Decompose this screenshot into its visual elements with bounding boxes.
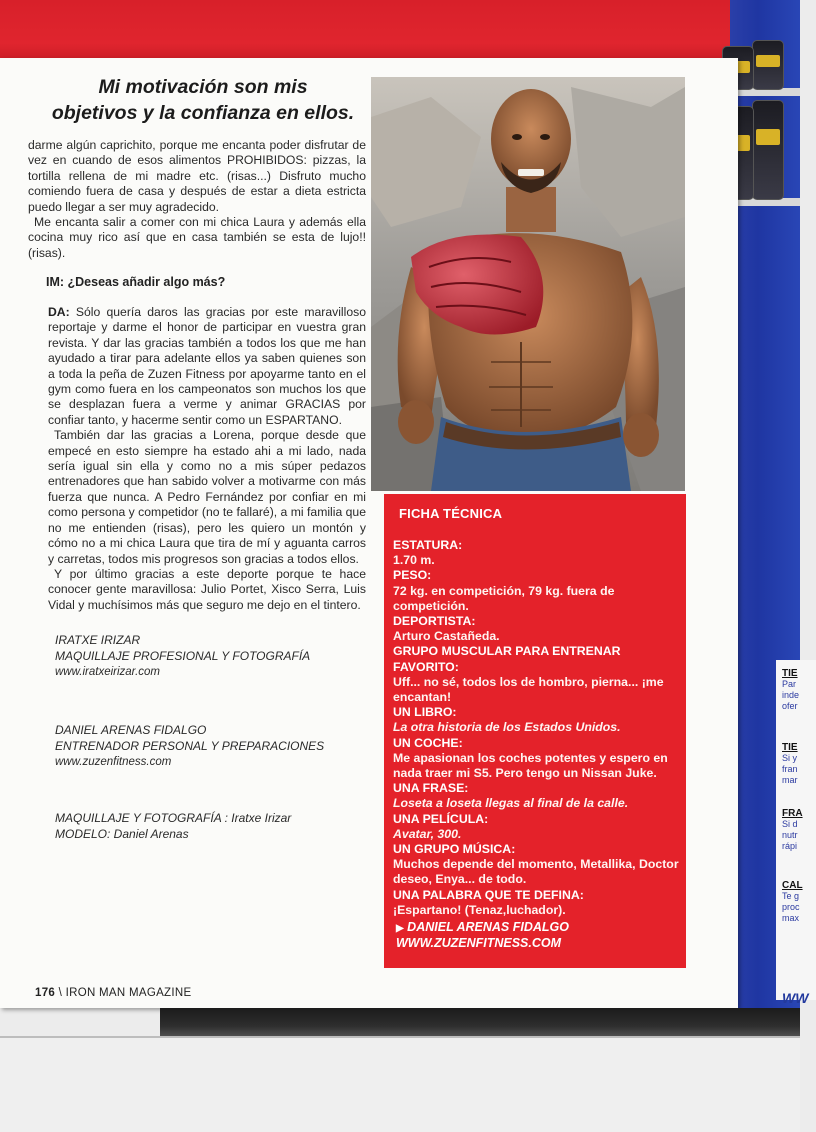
- interview-question: IM: ¿Deseas añadir algo más?: [46, 275, 226, 289]
- next-page-heading: TIE: [782, 742, 798, 753]
- magazine-name: IRON MAN MAGAZINE: [65, 987, 192, 999]
- credit-url: www.iratxeirizar.com: [55, 666, 161, 678]
- top-red-band: [0, 0, 740, 62]
- fiche-value: 1.70 m.: [393, 553, 435, 568]
- fiche-value: Avatar, 300.: [393, 826, 462, 841]
- credit-url: www.zuzenfitness.com: [55, 756, 172, 768]
- next-page-text: Par inde ofer: [782, 679, 800, 711]
- paragraph: Me encanta salir a comer con mi chica Laura y además ella cocina muy rico así que en casa también se esta de lujo!! (risas).: [28, 215, 366, 260]
- fiche-value: Muchos depende del momento, Metallika, Doctor deseo, Enya... de todo.: [393, 857, 679, 887]
- page-number: 176: [35, 987, 56, 999]
- paragraph: Y por último gracias a este deporte porque te hace conocer gente maravillosa: Julio Portet, Xisco Serra, Luis Vidal y muchísimos más que seguro me dejo en el tintero.: [48, 566, 366, 612]
- credit-role: ENTRENADOR PERSONAL Y PREPARACIONES: [55, 739, 325, 753]
- paragraph: [48, 305, 366, 428]
- next-page-item: [782, 808, 812, 852]
- supplement-jar-icon: [752, 40, 784, 90]
- fiche-key: PESO:: [393, 568, 432, 583]
- next-page-text: Si d nutr rápi: [782, 819, 798, 851]
- fiche-value: 72 kg. en competición, 79 kg. fuera de competición.: [393, 583, 615, 613]
- credit-name: DANIEL ARENAS FIDALGO: [55, 723, 207, 737]
- interview-answer: [48, 305, 366, 613]
- credit-role: MAQUILLAJE PROFESIONAL Y FOTOGRAFÍA: [55, 649, 311, 663]
- signature-name: DANIEL ARENAS FIDALGO: [403, 920, 569, 934]
- next-page-heading: TIE: [782, 668, 798, 679]
- athlete-photo: [371, 77, 685, 491]
- arrow-icon: ▶: [396, 923, 404, 934]
- fiche-key: UN LIBRO:: [393, 705, 457, 720]
- fiche-key: UNA PALABRA QUE TE DEFINA:: [393, 887, 584, 902]
- fiche-value: La otra historia de los Estados Unidos.: [393, 720, 621, 735]
- headline-line-1: Mi motivación son mis: [98, 76, 308, 98]
- ficha-tecnica-box: [384, 494, 686, 968]
- footer-separator: \: [55, 987, 66, 999]
- next-page-bottom-text: WW: [782, 990, 809, 1006]
- page-shadow: [160, 1008, 800, 1038]
- fiche-value: ¡Espartano! (Tenaz,luchador).: [393, 902, 566, 917]
- fiche-value: Me apasionan los coches potentes y espero en nada traer mi S5. Pero tengo un Nissan Juke.: [393, 750, 668, 781]
- speaker-label: DA:: [48, 305, 70, 319]
- next-page-item: [782, 880, 812, 924]
- model-credit-line: MODELO: Daniel Arenas: [55, 827, 189, 841]
- paragraph-text: Sólo quería daros las gracias por este maravilloso reportaje y darme el honor de participar en vuestra gran revista. Y dar las gracias también a todos los que me han ayudado a tirar para adelante ellos ya saben quienes son a toda la peña de Zuzen Fitness por apoyarme tanto en el gym como fuera en los campeonatos son muchos los que se desplazan fuera a verme y animar GRACIAS por confiar tanto, y hacerme sentir como un ESPARTANO.: [48, 305, 366, 427]
- paragraph: También dar las gracias a Lorena, porque desde que empecé en esto siempre ha estado ahi a mi lado, nada sería igual sin ella y como no a mis súper pedazos entrenadores que han sabido volver a motivarme con más fuerza que nunca. A Pedro Fernández por confiar en mi como persona y competidor (no te fallaré), a mi familia que no me entienden (risas), pero les quiero un montón y cómo no a mi chica Laura que tira de mí y aguanta carros y carretas, todos mis progresos son gracias a todos ellos.: [48, 428, 366, 566]
- fiche-value: Arturo Castañeda.: [393, 629, 500, 644]
- next-page-item: [782, 668, 812, 712]
- scan-background: [0, 1038, 800, 1132]
- photo-credits: [55, 810, 291, 842]
- headline-line-2: objetivos y la confianza en ellos.: [51, 102, 355, 124]
- fiche-key: GRUPO MUSCULAR PARA ENTRENAR FAVORITO:: [393, 644, 621, 674]
- fiche-key: UNA FRASE:: [393, 781, 469, 796]
- fiche-key: ESTATURA:: [393, 538, 463, 552]
- article-headline: [28, 74, 378, 126]
- fiche-key: DEPORTISTA:: [393, 614, 476, 629]
- credit-name: IRATXE IRIZAR: [55, 633, 141, 647]
- fiche-list: [393, 538, 679, 918]
- credit-block: [55, 632, 310, 680]
- paragraph: darme algún caprichito, porque me encanta poder disfrutar de vez en cuando de esos alimentos PROHIBIDOS: pizzas, la tortilla rellena de mi madre etc. (risas...) Disfruto mucho comiendo fuera de casa y después de estar a dieta estricta puedo llegar a ser muy agradecido.: [28, 138, 366, 214]
- fiche-key: UN GRUPO MÚSICA:: [393, 842, 516, 857]
- supplement-jar-icon: [752, 100, 784, 200]
- next-page-heading: FRA: [782, 808, 803, 819]
- page-footer: [35, 987, 191, 999]
- fiche-key: UN COCHE:: [393, 735, 463, 750]
- photo-credit-line: MAQUILLAJE Y FOTOGRAFÍA : Iratxe Irizar: [55, 811, 292, 825]
- signature-url: WWW.ZUZENFITNESS.COM: [396, 936, 562, 950]
- next-page-heading: CAL: [782, 880, 803, 891]
- fiche-signature: [396, 920, 569, 951]
- fiche-value: Loseta a loseta llegas al final de la calle.: [393, 796, 629, 811]
- next-page-text: Te g proc max: [782, 891, 800, 923]
- fiche-key: UNA PELÍCULA:: [393, 811, 489, 826]
- fiche-title: FICHA TÉCNICA: [399, 506, 503, 521]
- fiche-value: Uff... no sé, todos los de hombro, pierna... ¡me encantan!: [393, 674, 664, 705]
- next-page-text: Si y fran mar: [782, 753, 798, 785]
- body-intro: [28, 138, 366, 261]
- credit-block: [55, 722, 324, 770]
- next-page-item: [782, 742, 812, 786]
